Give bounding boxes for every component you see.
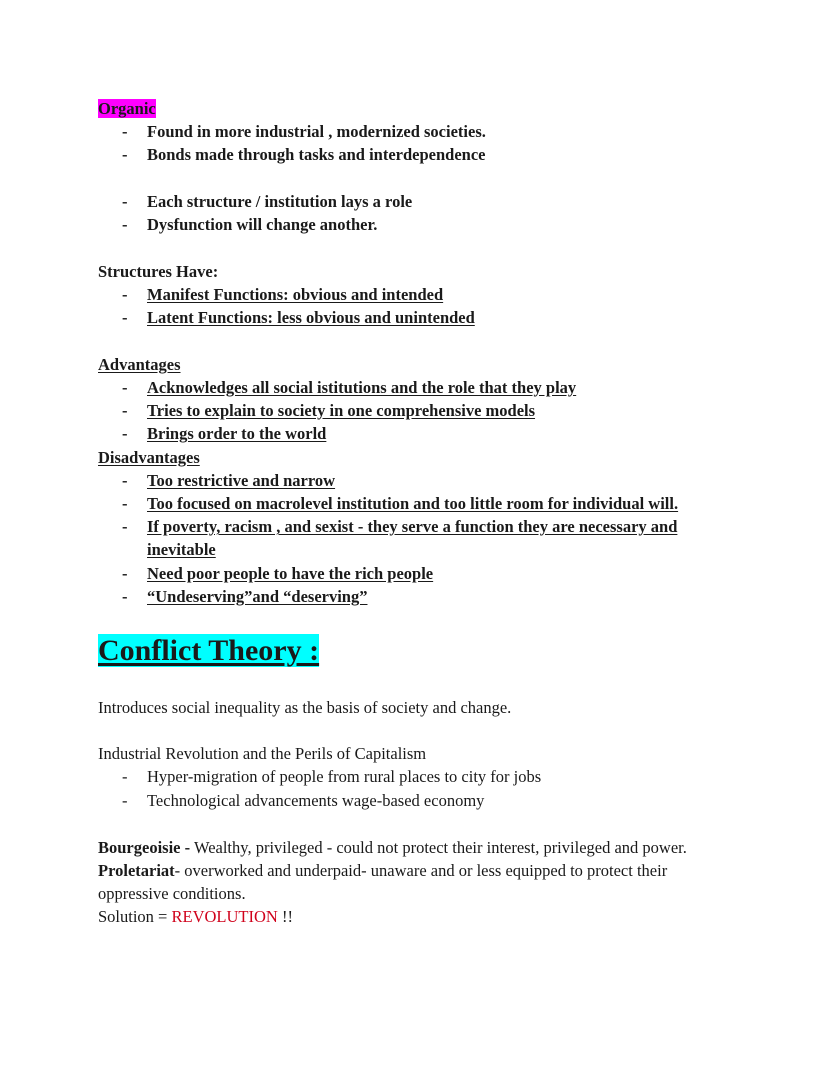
solution-value: REVOLUTION xyxy=(171,907,278,926)
bullet-dash: - xyxy=(122,285,128,304)
bullet-dash: - xyxy=(122,401,128,420)
bourgeoisie-line xyxy=(98,836,687,859)
organic-title-highlight: Organic xyxy=(98,99,156,118)
bullet-dash: - xyxy=(122,587,128,606)
proletariat-definition: - overworked and underpaid- unaware and or less equipped to protect their xyxy=(174,861,668,880)
solution-suffix: !! xyxy=(277,907,293,926)
list-item: Tries to explain to society in one comprehensive models xyxy=(147,401,536,420)
list-item: Technological advancements wage-based economy xyxy=(147,791,485,810)
list-item: Manifest Functions: obvious and intended xyxy=(147,285,444,304)
bourgeoisie-definition: Wealthy, privileged - could not protect their interest, privileged and power. xyxy=(190,838,687,857)
disadvantages-title: Disadvantages xyxy=(98,448,200,467)
solution-line xyxy=(98,905,293,928)
list-item: Need poor people to have the rich people xyxy=(147,564,434,583)
bullet-dash: - xyxy=(122,378,128,397)
organic-title xyxy=(98,97,156,120)
list-item: Bonds made through tasks and interdependence xyxy=(147,145,486,164)
list-item: Brings order to the world xyxy=(147,424,327,443)
proletariat-term: Proletariat xyxy=(98,861,175,880)
list-item: Too restrictive and narrow xyxy=(147,471,336,490)
bullet-dash: - xyxy=(122,791,128,810)
bullet-dash: - xyxy=(122,215,128,234)
advantages-title: Advantages xyxy=(98,355,181,374)
bullet-dash: - xyxy=(122,564,128,583)
bullet-dash: - xyxy=(122,122,128,141)
bullet-dash: - xyxy=(122,517,128,536)
list-item: Hyper-migration of people from rural places to city for jobs xyxy=(147,767,542,786)
bullet-dash: - xyxy=(122,192,128,211)
structures-title: Structures Have: xyxy=(98,262,219,281)
list-item: “Undeserving”and “deserving” xyxy=(147,587,368,606)
conflict-heading-highlight: Conflict Theory : xyxy=(98,634,320,667)
bullet-dash: - xyxy=(122,471,128,490)
conflict-theory-heading xyxy=(98,633,319,669)
bullet-dash: - xyxy=(122,767,128,786)
list-item: Each structure / institution lays a role xyxy=(147,192,413,211)
list-item: If poverty, racism , and sexist - they serve a function they are necessary and xyxy=(147,517,678,536)
proletariat-line-continuation: oppressive conditions. xyxy=(98,884,246,903)
bourgeoisie-term: Bourgeoisie - xyxy=(98,838,191,857)
solution-label: Solution = xyxy=(98,907,172,926)
conflict-intro: Introduces social inequality as the basis of society and change. xyxy=(98,698,512,717)
bullet-dash: - xyxy=(122,145,128,164)
industrial-title: Industrial Revolution and the Perils of Capitalism xyxy=(98,744,427,763)
proletariat-line xyxy=(98,859,667,882)
bullet-dash: - xyxy=(122,424,128,443)
bullet-dash: - xyxy=(122,494,128,513)
list-item-continuation: inevitable xyxy=(147,540,216,559)
list-item: Dysfunction will change another. xyxy=(147,215,378,234)
list-item: Acknowledges all social istitutions and the role that they play xyxy=(147,378,577,397)
bullet-dash: - xyxy=(122,308,128,327)
list-item: Latent Functions: less obvious and unintended xyxy=(147,308,475,327)
list-item: Found in more industrial , modernized societies. xyxy=(147,122,486,141)
list-item: Too focused on macrolevel institution and too little room for individual will. xyxy=(147,494,679,513)
